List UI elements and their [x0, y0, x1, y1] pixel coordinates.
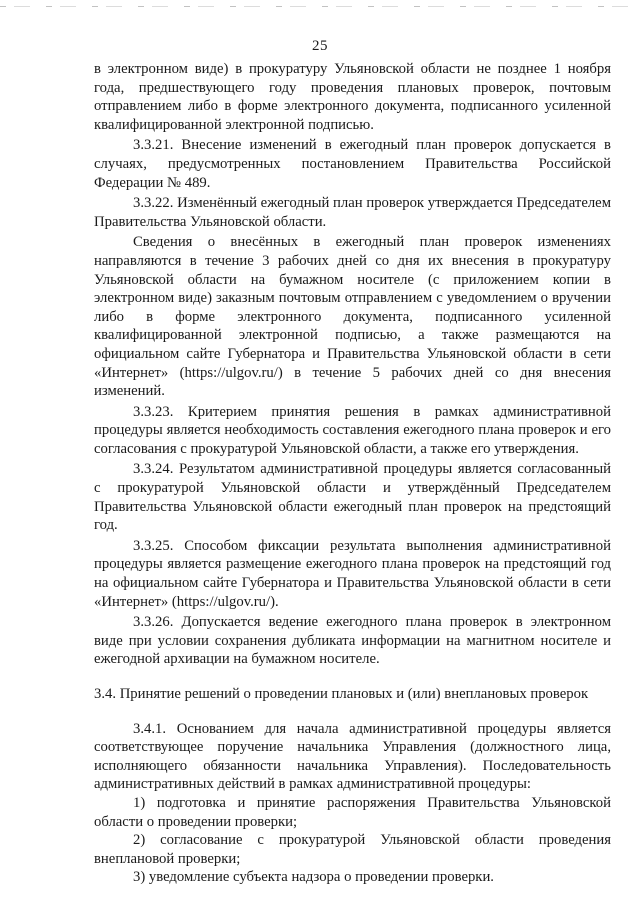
list-item-3: 3) уведомление субъекта надзора о проведении проверки. — [133, 869, 494, 886]
paragraph-3-3-25: 3.3.25. Способом фиксации результата выполнения административной процедуры является размещение ежегодного плана проверок на предстоящий год на официальном сайте Губернатора и Правительства Ульяновской области в сети «Интернет» (https://ulgov.ru/). — [94, 537, 611, 610]
document-body — [94, 60, 611, 887]
scan-edge-line — [0, 6, 640, 7]
paragraph-3-3-21: 3.3.21. Внесение изменений в ежегодный план проверок допускается в случаях, предусмотренных постановлением Правительства Российской Федерации № 489. — [94, 137, 611, 191]
list-item-1: 1) подготовка и принятие распоряжения Правительства Ульяновской области о проведении проверки; — [94, 794, 611, 830]
paragraph-3-4-1: 3.4.1. Основанием для начала административной процедуры является соответствующее поручение начальника Управления (должностного лица, исполняющего обязанности начальника Управления). Последовательность административных действий в рамках административной процедуры: — [94, 720, 611, 793]
paragraph-3-3-24: 3.3.24. Результатом административной процедуры является согласованный с прокуратурой Ульяновской области и утверждённый Председателем Правительства Ульяновской области ежегодный план проверок на предстоящий год. — [94, 461, 611, 534]
paragraph-changes-info: Сведения о внесённых в ежегодный план проверок изменениях направляются в течение 3 рабочих дней со дня их внесения в прокуратуру Ульяновской области на бумажном носителе (с приложением копии в электронном виде) заказным почтовым отправлением с уведомлением о вручении либо в форме электронного документа, подписанного усиленной квалифицированной электронной подписью, а также размещаются на официальном сайте Губернатора и Правительства Ульяновской области в сети «Интернет» (https://ulgov.ru/) в течение 5 рабочих дней со дня внесения изменений. — [94, 234, 611, 400]
paragraph-3-3-26: 3.3.26. Допускается ведение ежегодного плана проверок в электронном виде при условии сохранения дубликата информации на магнитном носителе и ежегодной архивации на бумажном носителе. — [94, 614, 611, 668]
paragraph-continuation: в электронном виде) в прокуратуру Ульяновской области не позднее 1 ноября года, предшествующего году проведения плановых проверок, почтовым отправлением либо в форме электронного документа, подписанного усиленной квалифицированной электронной подписью. — [94, 61, 611, 133]
section-heading-3-4: 3.4. Принятие решений о проведении плановых и (или) внеплановых проверок — [94, 686, 589, 702]
list-item-2: 2) согласование с прокуратурой Ульяновской области проведения внеплановой проверки; — [94, 832, 611, 867]
paragraph-3-3-23: 3.3.23. Критерием принятия решения в рамках административной процедуры является необходимость составления ежегодного плана проверок и его согласования с прокуратурой Ульяновской области, а также его утверждения. — [94, 403, 611, 457]
paragraph-3-3-22: 3.3.22. Изменённый ежегодный план проверок утверждается Председателем Правительства Ульяновской области. — [94, 195, 611, 230]
page-number: 25 — [312, 38, 328, 54]
